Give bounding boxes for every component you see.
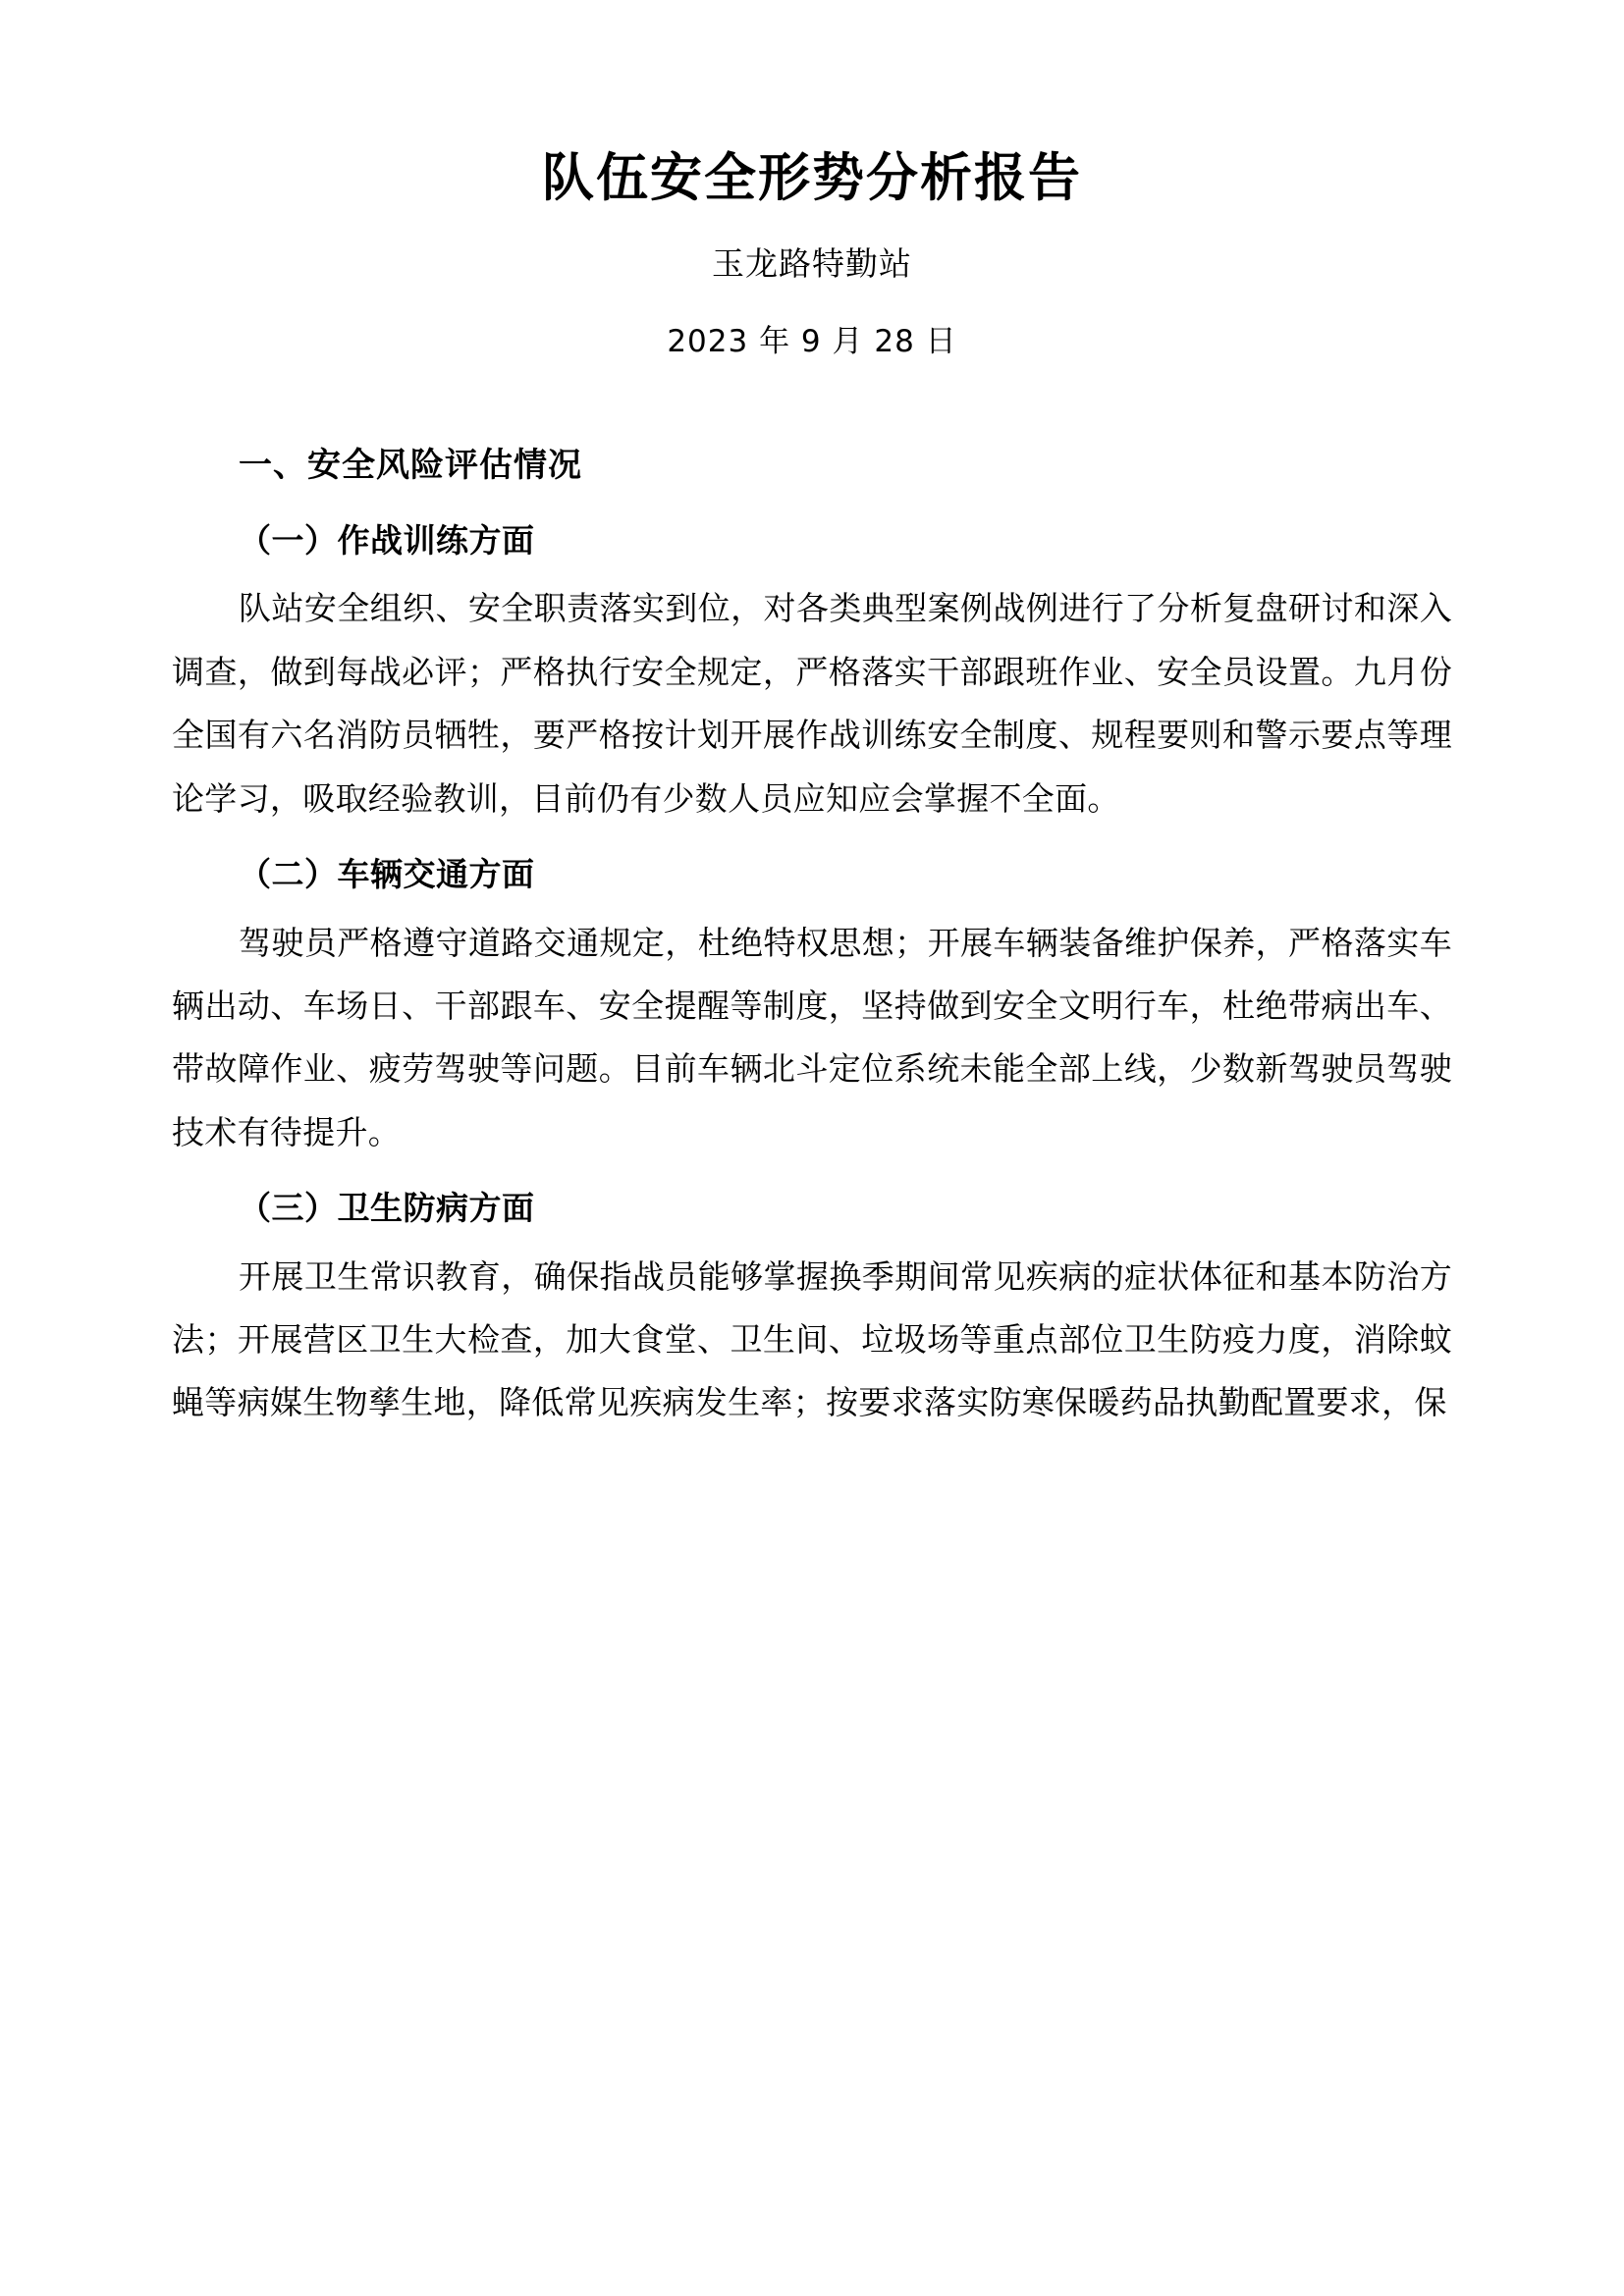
page-title: 队伍安全形势分析报告 — [542, 148, 1082, 208]
section-heading-1: 一、安全风险评估情况 — [239, 445, 582, 485]
document-subtitle: 玉龙路特勤站 — [712, 243, 912, 283]
document-body — [172, 435, 1452, 1435]
subsection-paragraph-3: 开展卫生常识教育，确保指战员能够掌握换季期间常见疾病的症状体征和基本防治方法；开展营区卫生大检查，加大食堂、卫生间、垃圾场等重点部位卫生防疫力度，消除蚊蝇等病媒生物孳生地，降低常见疾病发生率；按要求落实防寒保暖药品执勤配置要求，保 — [172, 1256, 1452, 1422]
subsection-paragraph-1: 队站安全组织、安全职责落实到位，对各类典型案例战例进行了分析复盘研讨和深入调查，做到每战必评；严格执行安全规定，严格落实干部跟班作业、安全员设置。九月份全国有六名消防员牺牲，要严格按计划开展作战训练安全制度、规程要则和警示要点等理论学习，吸取经验教训，目前仍有少数人员应知应会掌握不全面。 — [172, 589, 1452, 818]
subsection-paragraph-2: 驾驶员严格遵守道路交通规定，杜绝特权思想；开展车辆装备维护保养，严格落实车辆出动、车场日、干部跟车、安全提醒等制度，坚持做到安全文明行车，杜绝带病出车、带故障作业、疲劳驾驶等问题。目前车辆北斗定位系统未能全部上线，少数新驾驶员驾驶技术有待提升。 — [172, 923, 1452, 1151]
subsection-heading-3: （三）卫生防病方面 — [239, 1188, 535, 1227]
subsection-heading-2: （二）车辆交通方面 — [239, 854, 535, 893]
document-date: 2023 年 9 月 28 日 — [667, 323, 957, 359]
subsection-heading-1: （一）作战训练方面 — [239, 520, 535, 560]
